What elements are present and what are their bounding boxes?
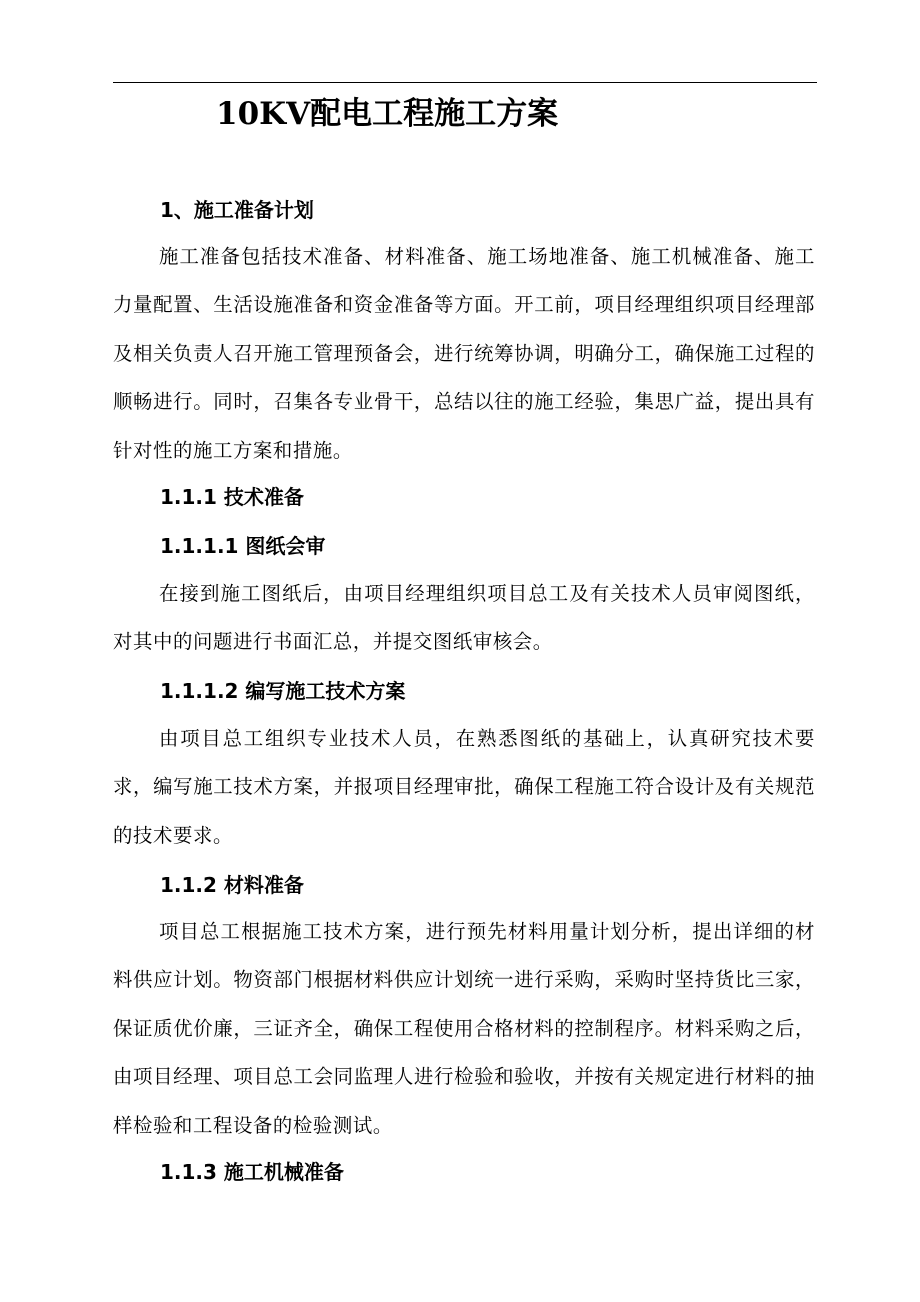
paragraph-section-1-1-1-2: 由项目总工组织专业技术人员，在熟悉图纸的基础上，认真研究技术要求，编写施工技术方案，并报项目经理审批，确保工程施工符合设计及有关规范的技术要求。 (113, 727, 815, 847)
section-heading-1-1-1-2: 1.1.1.2 编写施工技术方案 (160, 679, 406, 703)
section-heading-1: 1、施工准备计划 (160, 198, 314, 222)
section-heading-1-1-1-1: 1.1.1.1 图纸会审 (160, 534, 326, 558)
document-title: 10KV配电工程施工方案 (216, 96, 559, 132)
section-heading-1-1-1: 1.1.1 技术准备 (160, 485, 304, 509)
section-heading-1-1-2: 1.1.2 材料准备 (160, 873, 304, 897)
header-rule (113, 82, 817, 83)
section-heading-1-1-3: 1.1.3 施工机械准备 (160, 1160, 344, 1184)
paragraph-section-1-1-1-1: 在接到施工图纸后，由项目经理组织项目总工及有关技术人员审阅图纸，对其中的问题进行书面汇总，并提交图纸审核会。 (113, 582, 815, 654)
paragraph-section-1-1-2: 项目总工根据施工技术方案，进行预先材料用量计划分析，提出详细的材料供应计划。物资部门根据材料供应计划统一进行采购，采购时坚持货比三家，保证质优价廉，三证齐全，确保工程使用合格材料的控制程序。材料采购之后，由项目经理、项目总工会同监理人进行检验和验收，并按有关规定进行材料的抽样检验和工程设备的检验测试。 (113, 920, 815, 1137)
paragraph-section-1: 施工准备包括技术准备、材料准备、施工场地准备、施工机械准备、施工力量配置、生活设施准备和资金准备等方面。开工前，项目经理组织项目经理部及相关负责人召开施工管理预备会，进行统筹协调，明确分工，确保施工过程的顺畅进行。同时，召集各专业骨干，总结以往的施工经验，集思广益，提出具有针对性的施工方案和措施。 (113, 245, 815, 462)
